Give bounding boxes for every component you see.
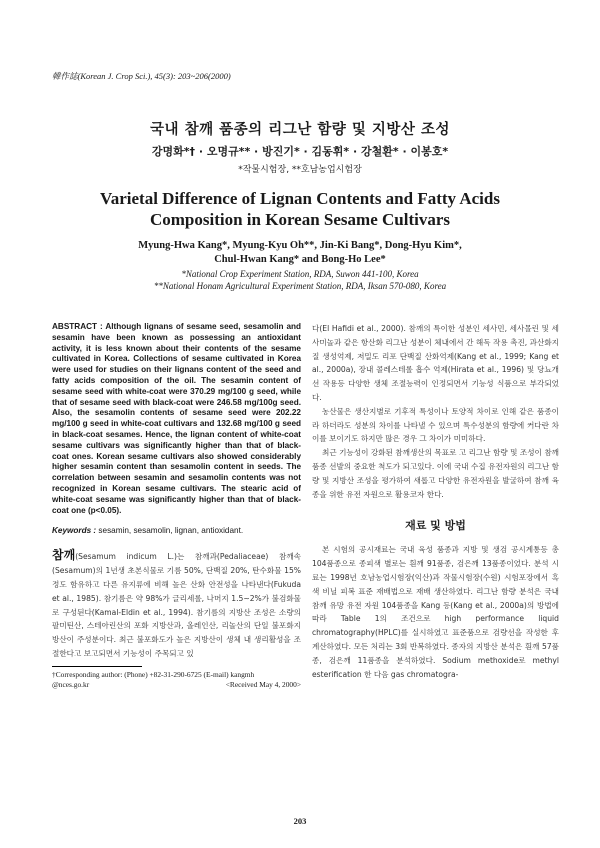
abstract [52,322,301,516]
keywords-text: sesamin, sesamolin, lignan, antioxidant. [96,526,244,536]
authors-en-line-2: Chul-Hwan Kang* and Bong-Ho Lee* [214,254,386,265]
body-paragraph-1: 다(El Hafidi et al., 2000). 참깨의 특이한 성분인 세사민, 세사몰린 및 세사미놀과 같은 항산화 리그난 성분이 체내에서 간 해독 작용 촉진, 과산화지질 생성억제, 저밀도 리포 단백질 산화억제(Kang et al., 1999; Kang et al., 2000a), 장내 콜레스테롤 흡수 억제(Hirata et al., 1996) 및 당뇨개선 작용등 다양한 생체 조절능력이 인정되면서 기능성 식품으로 부각되었다. [312,324,559,402]
footnote [52,670,301,690]
intro-lead-word: 참깨 [52,548,76,563]
body-paragraph-2: 농산물은 생산지별로 기후적 특성이나 토양적 차이로 인해 같은 품종이라 하더라도 성분의 차이를 나타낼 수 있으며 특수성분의 함량에 커다란 차이를 보이기도 하지만 많은 경우 그 차이가 미미하다. [312,406,559,444]
keywords [52,526,301,535]
journal-header: 韓作誌(Korean J. Crop Sci.), 45(3): 203~206(2000) [52,71,231,81]
authors-en-line-1: Myung-Hwa Kang*, Myung-Kyu Oh**, Jin-Ki Bang*, Dong-Hyu Kim*, [138,240,462,251]
footnote-divider [52,666,142,667]
affiliation-en-line-2: **National Honam Agricultural Experiment Station, RDA, Iksan 570-080, Korea [153,281,447,291]
title-en-line-1: Varietal Difference of Lignan Contents and Fatty Acids [100,189,500,208]
abstract-text: Although lignans of sesame seed, sesamolin and sesamin have been known as possessing an antioxidant activity, it is less known about their contents of the sesame cultivated in Korea. Collections of sesame cultivated in Korea were used for studies on their lignans content of the seed and fatty acids composition of the oil. The sesamin content of sesame seed with white-coat were 370.29 mg/100 g seed, while that of sesame seed with black-coat were 246.58 mg/100g seed. Also, the sesamolin contents of sesame seed were 202.22 mg/100 g seed in white-coat cultivars and 132.68 mg/100 g seed in black-coat sesames. Hence, the lignan content of white-coat sesame cultivars was significantly higher than that of black-coat ones. Korean sesame cultivars also showed considerably higher sesamin content than sesamolin content in seeds. The correlation between sesamin and sesamolin contents was not recognized in Korean sesame cultivars. The stearic acid of white-coat sesame was significantly higher than that of black-coat one (p<0.05). [52,322,302,515]
left-column [52,322,301,690]
footnote-email-domain: @nces.go.kr [52,679,90,689]
paper-title-english [0,188,600,230]
footnote-received-date: <Received May 4, 2000> [225,679,301,689]
page-number: 203 [293,816,307,826]
body-paragraph-3: 최근 기능성이 강화된 참깨생산의 목표로 고 리그난 함량 및 조성이 참깨 품종 선발의 중요한 척도가 되고있다. 이에 국내 수집 유전자원의 리그난 함량 및 지방산 조성을 평가하여 새롭고 다양한 유전자원을 발굴하여 참깨 육종을 위한 유전 자원으로 활용코자 한다. [312,448,559,499]
title-en-line-2: Composition in Korean Sesame Cultivars [149,210,451,229]
body-paragraph-4: 본 시험의 공시재료는 국내 육성 품종과 지방 및 생검 공시계통등 총 104품종으로 종피색 별로는 흰깨 91품종, 검은깨 13품종이었다. 분석 시료는 1998년 호남농업시험장(익산)과 작물시험장(수원) 시험포장에서 흑색 비닐 피복 표준 재배법으로 재배 생산하였다. 리그난 함량 분석은 국내 참깨 유망 유전 자원 104품종을 Kang 등(Kang et al., 2000a)의 방법에 따라 Table 1의 조건으로 high performance liquid chromatography(HPLC)를 실시하였고 표준품으로 검량선을 작성한 후 계산하였다. 모든 처리는 3회 반복하였다. 종자의 지방산 분석은 흰깨 57품종, 검은깨 11품종을 분석하였다. Sodium methoxide로 methyl esterification 한 다음 gas chromatogra- [312,545,559,679]
authors-english [0,239,600,267]
affiliation-en-line-1: *National Crop Experiment Station, RDA, Suwon 441-100, Korea [181,269,419,279]
affiliations-english [0,268,600,292]
authors-korean: 강명화*† · 오명규** · 방진기* · 김동휘* · 강철환* · 이봉호* [151,145,449,158]
intro-text: (Sesamum indicum L.)는 참깨과(Pedaliaceae) 참깨속(Sesamum)의 1년생 초본식물로 기름 50%, 단백질 20%, 탄수화물 15% 정도 함유하고 다른 유지류에 비해 높은 산화 안전성을 나타낸다(Fukuda et al., 1985). 참기름은 약 98%가 글리세롤, 나머지 1.5~2%가 불검화물로 구성된다(Kamal-Eldin et al., 1994). 참기름의 지방산 조성은 소량의 팔미틴산, 스테아린산의 포화 지방산과, 올레인산, 리놀산의 단일 불포화지방산이 주성분이다. 최근 불포화도가 높은 지방산이 생체 내 생리활성을 조절한다고 보고되면서 기능성이 주목되고 있 [52,552,301,658]
section-heading-materials-methods: 재료 및 방법 [405,519,466,533]
paper-title-korean: 국내 참깨 품종의 리그난 함량 및 지방산 조성 [150,122,450,138]
keywords-label: Keywords : [52,526,97,536]
abstract-label: ABSTRACT : [52,322,103,331]
affiliation-korean: *작물시험장, **호남농업시험장 [238,165,362,175]
introduction-paragraph [52,549,301,660]
right-column [312,322,559,681]
footnote-corresponding-author: †Corresponding author: (Phone) +82-31-290-6725 (E-mail) kangmh [52,669,255,679]
